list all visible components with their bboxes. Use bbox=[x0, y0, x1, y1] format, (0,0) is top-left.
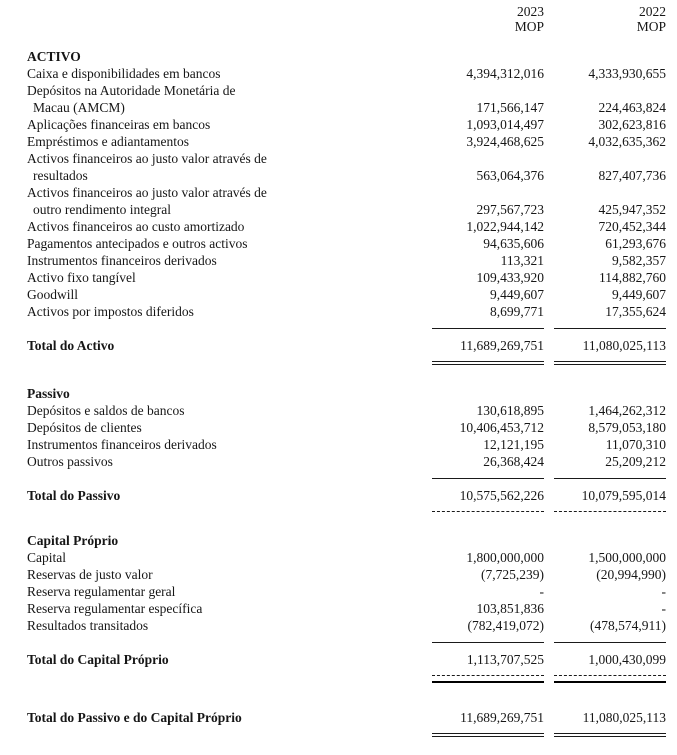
section-title-row bbox=[27, 532, 666, 549]
dotted-rule bbox=[432, 675, 544, 676]
total-row bbox=[27, 487, 666, 504]
total-rule-row bbox=[27, 511, 666, 512]
value-2022: 425,947,352 bbox=[598, 202, 666, 217]
row-label: Reservas de justo valor bbox=[27, 567, 153, 582]
section-capital-proprio bbox=[27, 532, 666, 683]
table-row bbox=[27, 419, 666, 436]
total-value-2023: 11,689,269,751 bbox=[460, 338, 544, 353]
single-rule bbox=[432, 478, 544, 479]
value-2022: 302,623,816 bbox=[598, 117, 666, 132]
table-row bbox=[27, 150, 666, 184]
row-label: Depósitos e saldos de bancos bbox=[27, 403, 185, 418]
value-2022: 114,882,760 bbox=[599, 270, 666, 285]
table-row bbox=[27, 436, 666, 453]
heavy-rule bbox=[432, 681, 544, 683]
grand-total-row bbox=[27, 709, 666, 726]
value-2022: 4,032,635,362 bbox=[588, 134, 666, 149]
rule-cell-2022 bbox=[544, 511, 666, 512]
row-label bbox=[27, 184, 422, 218]
grand-total-value-2023: 11,689,269,751 bbox=[460, 710, 544, 725]
value-2022: 8,579,053,180 bbox=[588, 420, 666, 435]
single-rule bbox=[554, 478, 666, 479]
table-row bbox=[27, 617, 666, 634]
row-label: Activos por impostos diferidos bbox=[27, 304, 194, 319]
section-title-row bbox=[27, 385, 666, 402]
row-label-line2: Macau (AMCM) bbox=[33, 100, 125, 115]
value-2023: 113,321 bbox=[500, 253, 544, 268]
section-title: ACTIVO bbox=[27, 49, 81, 64]
single-rule bbox=[554, 642, 666, 643]
row-label-line1: Activos financeiros ao justo valor através de bbox=[27, 151, 267, 166]
section-title-row bbox=[27, 48, 666, 65]
total-label: Total do Activo bbox=[27, 338, 115, 353]
total-label: Total do Capital Próprio bbox=[27, 652, 169, 667]
rule-cell-2023 bbox=[422, 681, 544, 683]
column-2022-header bbox=[544, 4, 666, 34]
row-label: Reserva regulamentar específica bbox=[27, 601, 203, 616]
double-rule bbox=[554, 733, 666, 737]
row-label: Instrumentos financeiros derivados bbox=[27, 253, 217, 268]
subtotal-rule-row bbox=[27, 328, 666, 329]
rule-cell-2022 bbox=[544, 733, 666, 737]
rule-cell-2022 bbox=[544, 478, 666, 479]
row-label: Outros passivos bbox=[27, 454, 113, 469]
value-2023: 1,022,944,142 bbox=[466, 219, 544, 234]
value-2022: (20,994,990) bbox=[596, 567, 666, 582]
value-2023: 3,924,468,625 bbox=[466, 134, 544, 149]
table-row bbox=[27, 566, 666, 583]
grand-total-label: Total do Passivo e do Capital Próprio bbox=[27, 710, 242, 725]
row-label-line1: Depósitos na Autoridade Monetária de bbox=[27, 83, 236, 98]
value-2023: 9,449,607 bbox=[490, 287, 544, 302]
value-2023: (782,419,072) bbox=[467, 618, 544, 633]
value-2023: 4,394,312,016 bbox=[466, 66, 544, 81]
row-label: Resultados transitados bbox=[27, 618, 149, 633]
table-row bbox=[27, 453, 666, 470]
table-row bbox=[27, 65, 666, 82]
grand-total-value-2022: 11,080,025,113 bbox=[582, 710, 666, 725]
value-2022: 25,209,212 bbox=[605, 454, 666, 469]
value-2023: (7,725,239) bbox=[481, 567, 544, 582]
table-row bbox=[27, 286, 666, 303]
row-label-line1: Activos financeiros ao justo valor através de bbox=[27, 185, 267, 200]
currency-2023-label: MOP bbox=[514, 19, 544, 34]
rule-cell-2023 bbox=[422, 478, 544, 479]
double-rule bbox=[432, 361, 544, 365]
row-label-line2: outro rendimento integral bbox=[33, 202, 171, 217]
rule-cell-2023 bbox=[422, 328, 544, 329]
rule-cell-2023 bbox=[422, 733, 544, 737]
rule-cell-2022 bbox=[544, 328, 666, 329]
value-2022: 827,407,736 bbox=[598, 168, 666, 183]
row-label: Empréstimos e adiantamentos bbox=[27, 134, 189, 149]
double-rule bbox=[554, 361, 666, 365]
table-row bbox=[27, 116, 666, 133]
total-value-2022: 1,000,430,099 bbox=[588, 652, 666, 667]
rule-cell-2023 bbox=[422, 642, 544, 643]
value-2023: 12,121,195 bbox=[483, 437, 544, 452]
row-label: Goodwill bbox=[27, 287, 79, 302]
table-row bbox=[27, 133, 666, 150]
column-headers bbox=[27, 4, 666, 34]
value-2022: 61,293,676 bbox=[605, 236, 666, 251]
value-2023: 563,064,376 bbox=[476, 168, 544, 183]
column-2023-header bbox=[422, 4, 544, 34]
rule-cell-2023 bbox=[422, 511, 544, 512]
section-title: Passivo bbox=[27, 386, 70, 401]
dotted-rule bbox=[554, 675, 666, 676]
row-label: Capital bbox=[27, 550, 66, 565]
row-label: Reserva regulamentar geral bbox=[27, 584, 176, 599]
total-label: Total do Passivo bbox=[27, 488, 121, 503]
value-2023: 1,800,000,000 bbox=[466, 550, 544, 565]
dotted-rule bbox=[554, 511, 666, 512]
value-2022: 11,070,310 bbox=[605, 437, 666, 452]
double-rule bbox=[432, 733, 544, 737]
row-label: Activo fixo tangível bbox=[27, 270, 136, 285]
value-2023: 1,093,014,497 bbox=[466, 117, 544, 132]
table-row bbox=[27, 184, 666, 218]
rule-cell-2023 bbox=[422, 675, 544, 676]
rule-cell-2022 bbox=[544, 361, 666, 365]
year-2022-label: 2022 bbox=[639, 4, 666, 19]
single-rule bbox=[554, 328, 666, 329]
value-2023: 297,567,723 bbox=[476, 202, 544, 217]
row-label: Depósitos de clientes bbox=[27, 420, 142, 435]
value-2023: 171,566,147 bbox=[476, 100, 544, 115]
table-row bbox=[27, 583, 666, 600]
currency-2022-label: MOP bbox=[636, 19, 666, 34]
section-passivo bbox=[27, 385, 666, 512]
rule-cell-2022 bbox=[544, 642, 666, 643]
value-2023: 103,851,836 bbox=[476, 601, 544, 616]
grand-total-rule-row bbox=[27, 733, 666, 737]
value-2023: 10,406,453,712 bbox=[459, 420, 544, 435]
row-label: Pagamentos antecipados e outros activos bbox=[27, 236, 248, 251]
value-2022: 1,500,000,000 bbox=[588, 550, 666, 565]
row-label-line2: resultados bbox=[33, 168, 88, 183]
table-row bbox=[27, 82, 666, 116]
value-2023: 26,368,424 bbox=[483, 454, 544, 469]
value-2023: 109,433,920 bbox=[476, 270, 544, 285]
rule-cell-2022 bbox=[544, 681, 666, 683]
value-2022: - bbox=[661, 601, 666, 616]
table-row bbox=[27, 600, 666, 617]
value-2022: 9,582,357 bbox=[612, 253, 666, 268]
year-2023-label: 2023 bbox=[517, 4, 544, 19]
total-value-2022: 11,080,025,113 bbox=[582, 338, 666, 353]
dotted-rule bbox=[432, 511, 544, 512]
value-2022: - bbox=[661, 584, 666, 599]
total-value-2023: 10,575,562,226 bbox=[459, 488, 544, 503]
value-2023: 8,699,771 bbox=[490, 304, 544, 319]
value-2022: 1,464,262,312 bbox=[588, 403, 666, 418]
value-2022: 224,463,824 bbox=[598, 100, 666, 115]
value-2022: 9,449,607 bbox=[612, 287, 666, 302]
subtotal-rule-row bbox=[27, 478, 666, 479]
table-row bbox=[27, 252, 666, 269]
row-label bbox=[27, 150, 422, 184]
subtotal-rule-row bbox=[27, 642, 666, 643]
total-value-2022: 10,079,595,014 bbox=[581, 488, 666, 503]
heavy-rule bbox=[554, 681, 666, 683]
value-2022: 720,452,344 bbox=[598, 219, 666, 234]
row-label: Caixa e disponibilidades em bancos bbox=[27, 66, 221, 81]
value-2023: 94,635,606 bbox=[483, 236, 544, 251]
total-rule-row bbox=[27, 675, 666, 676]
section-activo bbox=[27, 48, 666, 365]
table-row bbox=[27, 218, 666, 235]
value-2022: 17,355,624 bbox=[605, 304, 666, 319]
table-row bbox=[27, 269, 666, 286]
value-2022: (478,574,911) bbox=[590, 618, 666, 633]
row-label bbox=[27, 82, 422, 116]
single-rule bbox=[432, 328, 544, 329]
row-label: Activos financeiros ao custo amortizado bbox=[27, 219, 245, 234]
total-row bbox=[27, 337, 666, 354]
table-row bbox=[27, 303, 666, 320]
table-row bbox=[27, 402, 666, 419]
value-2023: 130,618,895 bbox=[476, 403, 544, 418]
rule-cell-2023 bbox=[422, 361, 544, 365]
section-title: Capital Próprio bbox=[27, 533, 119, 548]
section-end-rule-row bbox=[27, 681, 666, 683]
table-row bbox=[27, 549, 666, 566]
single-rule bbox=[432, 642, 544, 643]
table-row bbox=[27, 235, 666, 252]
value-2022: 4,333,930,655 bbox=[588, 66, 666, 81]
total-row bbox=[27, 651, 666, 668]
value-2023: - bbox=[539, 584, 544, 599]
rule-cell-2022 bbox=[544, 675, 666, 676]
total-value-2023: 1,113,707,525 bbox=[466, 652, 544, 667]
row-label: Instrumentos financeiros derivados bbox=[27, 437, 217, 452]
total-rule-row bbox=[27, 361, 666, 365]
row-label: Aplicações financeiras em bancos bbox=[27, 117, 211, 132]
